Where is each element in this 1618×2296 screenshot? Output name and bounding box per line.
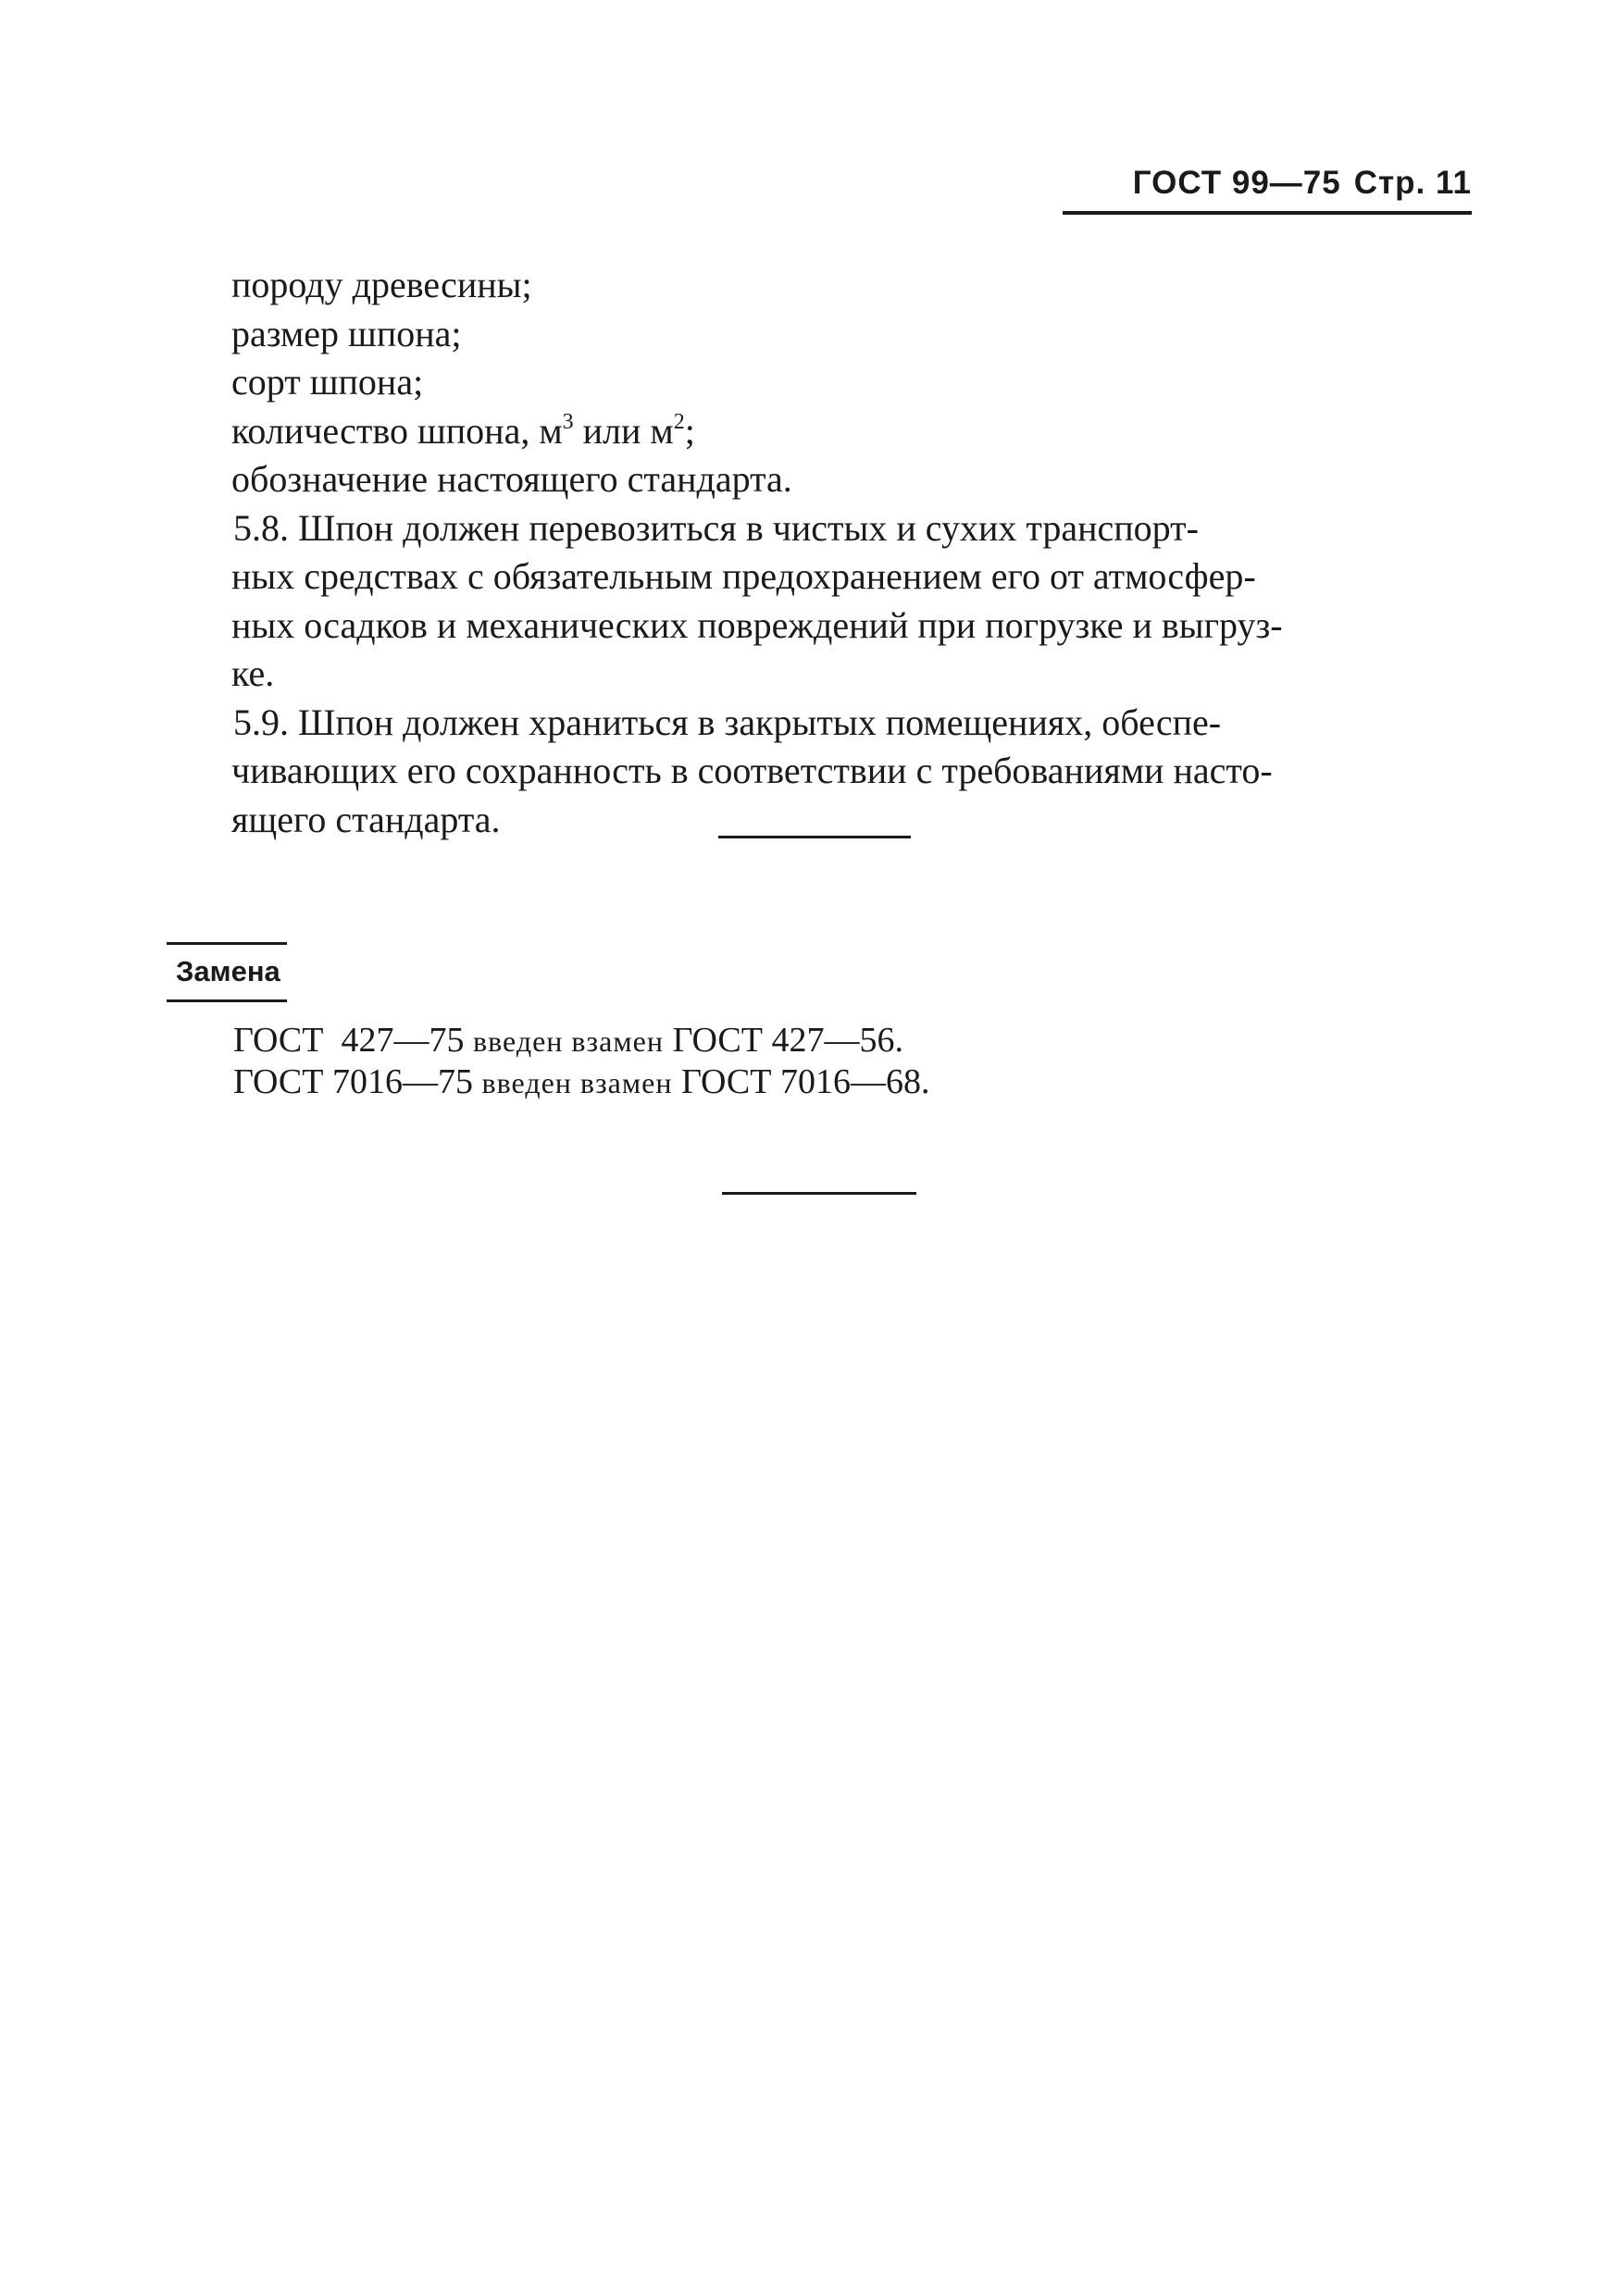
replacement-title-rule-top xyxy=(167,942,287,945)
page-header xyxy=(1133,165,1472,202)
paragraph-line: ных средствах с обязательным предохранением его от атмосфер- xyxy=(231,555,1256,597)
paragraph-line: ке. xyxy=(231,652,275,694)
replacement-row: ГОСТ 427—75 введен взамен ГОСТ 427—56. xyxy=(233,1021,903,1060)
paragraph-line: 5.8. Шпон должен перевозиться в чистых и сухих транспорт- xyxy=(233,506,1199,549)
replacement-list xyxy=(233,1020,929,1103)
paragraph-5-9 xyxy=(231,699,1474,845)
list-item-veneer-grade: сорт шпона; xyxy=(231,361,424,403)
replacement-title-rule-bottom xyxy=(167,999,287,1002)
replacement-title: Замена xyxy=(176,955,280,987)
body-text xyxy=(231,261,1474,844)
list-item-veneer-quantity: количество шпона, $м^3$ или $м^2$; xyxy=(231,409,695,452)
paragraph-line: ящего стандарта. xyxy=(231,798,501,840)
header-rule xyxy=(1063,211,1472,215)
replacement-row: ГОСТ 7016—75 введен взамен ГОСТ 7016—68. xyxy=(233,1062,930,1101)
document-id: ГОСТ 99—75 xyxy=(1132,165,1341,201)
page-number: Стр. 11 xyxy=(1353,165,1472,201)
list-item-wood-species: породу древесины; xyxy=(231,264,532,305)
list-item-veneer-size: размер шпона; xyxy=(231,312,462,354)
paragraph-5-8 xyxy=(231,504,1474,699)
paragraph-line: ных осадков и механических повреждений при погрузке и выгруз- xyxy=(231,603,1283,646)
paragraph-line: чивающих его сохранность в соответствии с требованиями насто- xyxy=(231,750,1273,791)
page-end-rule xyxy=(722,1192,916,1195)
list-item-standard-designation: обозначение настоящего стандарта. xyxy=(231,458,792,500)
section-end-rule xyxy=(718,836,911,838)
paragraph-line: 5.9. Шпон должен храниться в закрытых помещениях, обеспе- xyxy=(233,701,1222,743)
